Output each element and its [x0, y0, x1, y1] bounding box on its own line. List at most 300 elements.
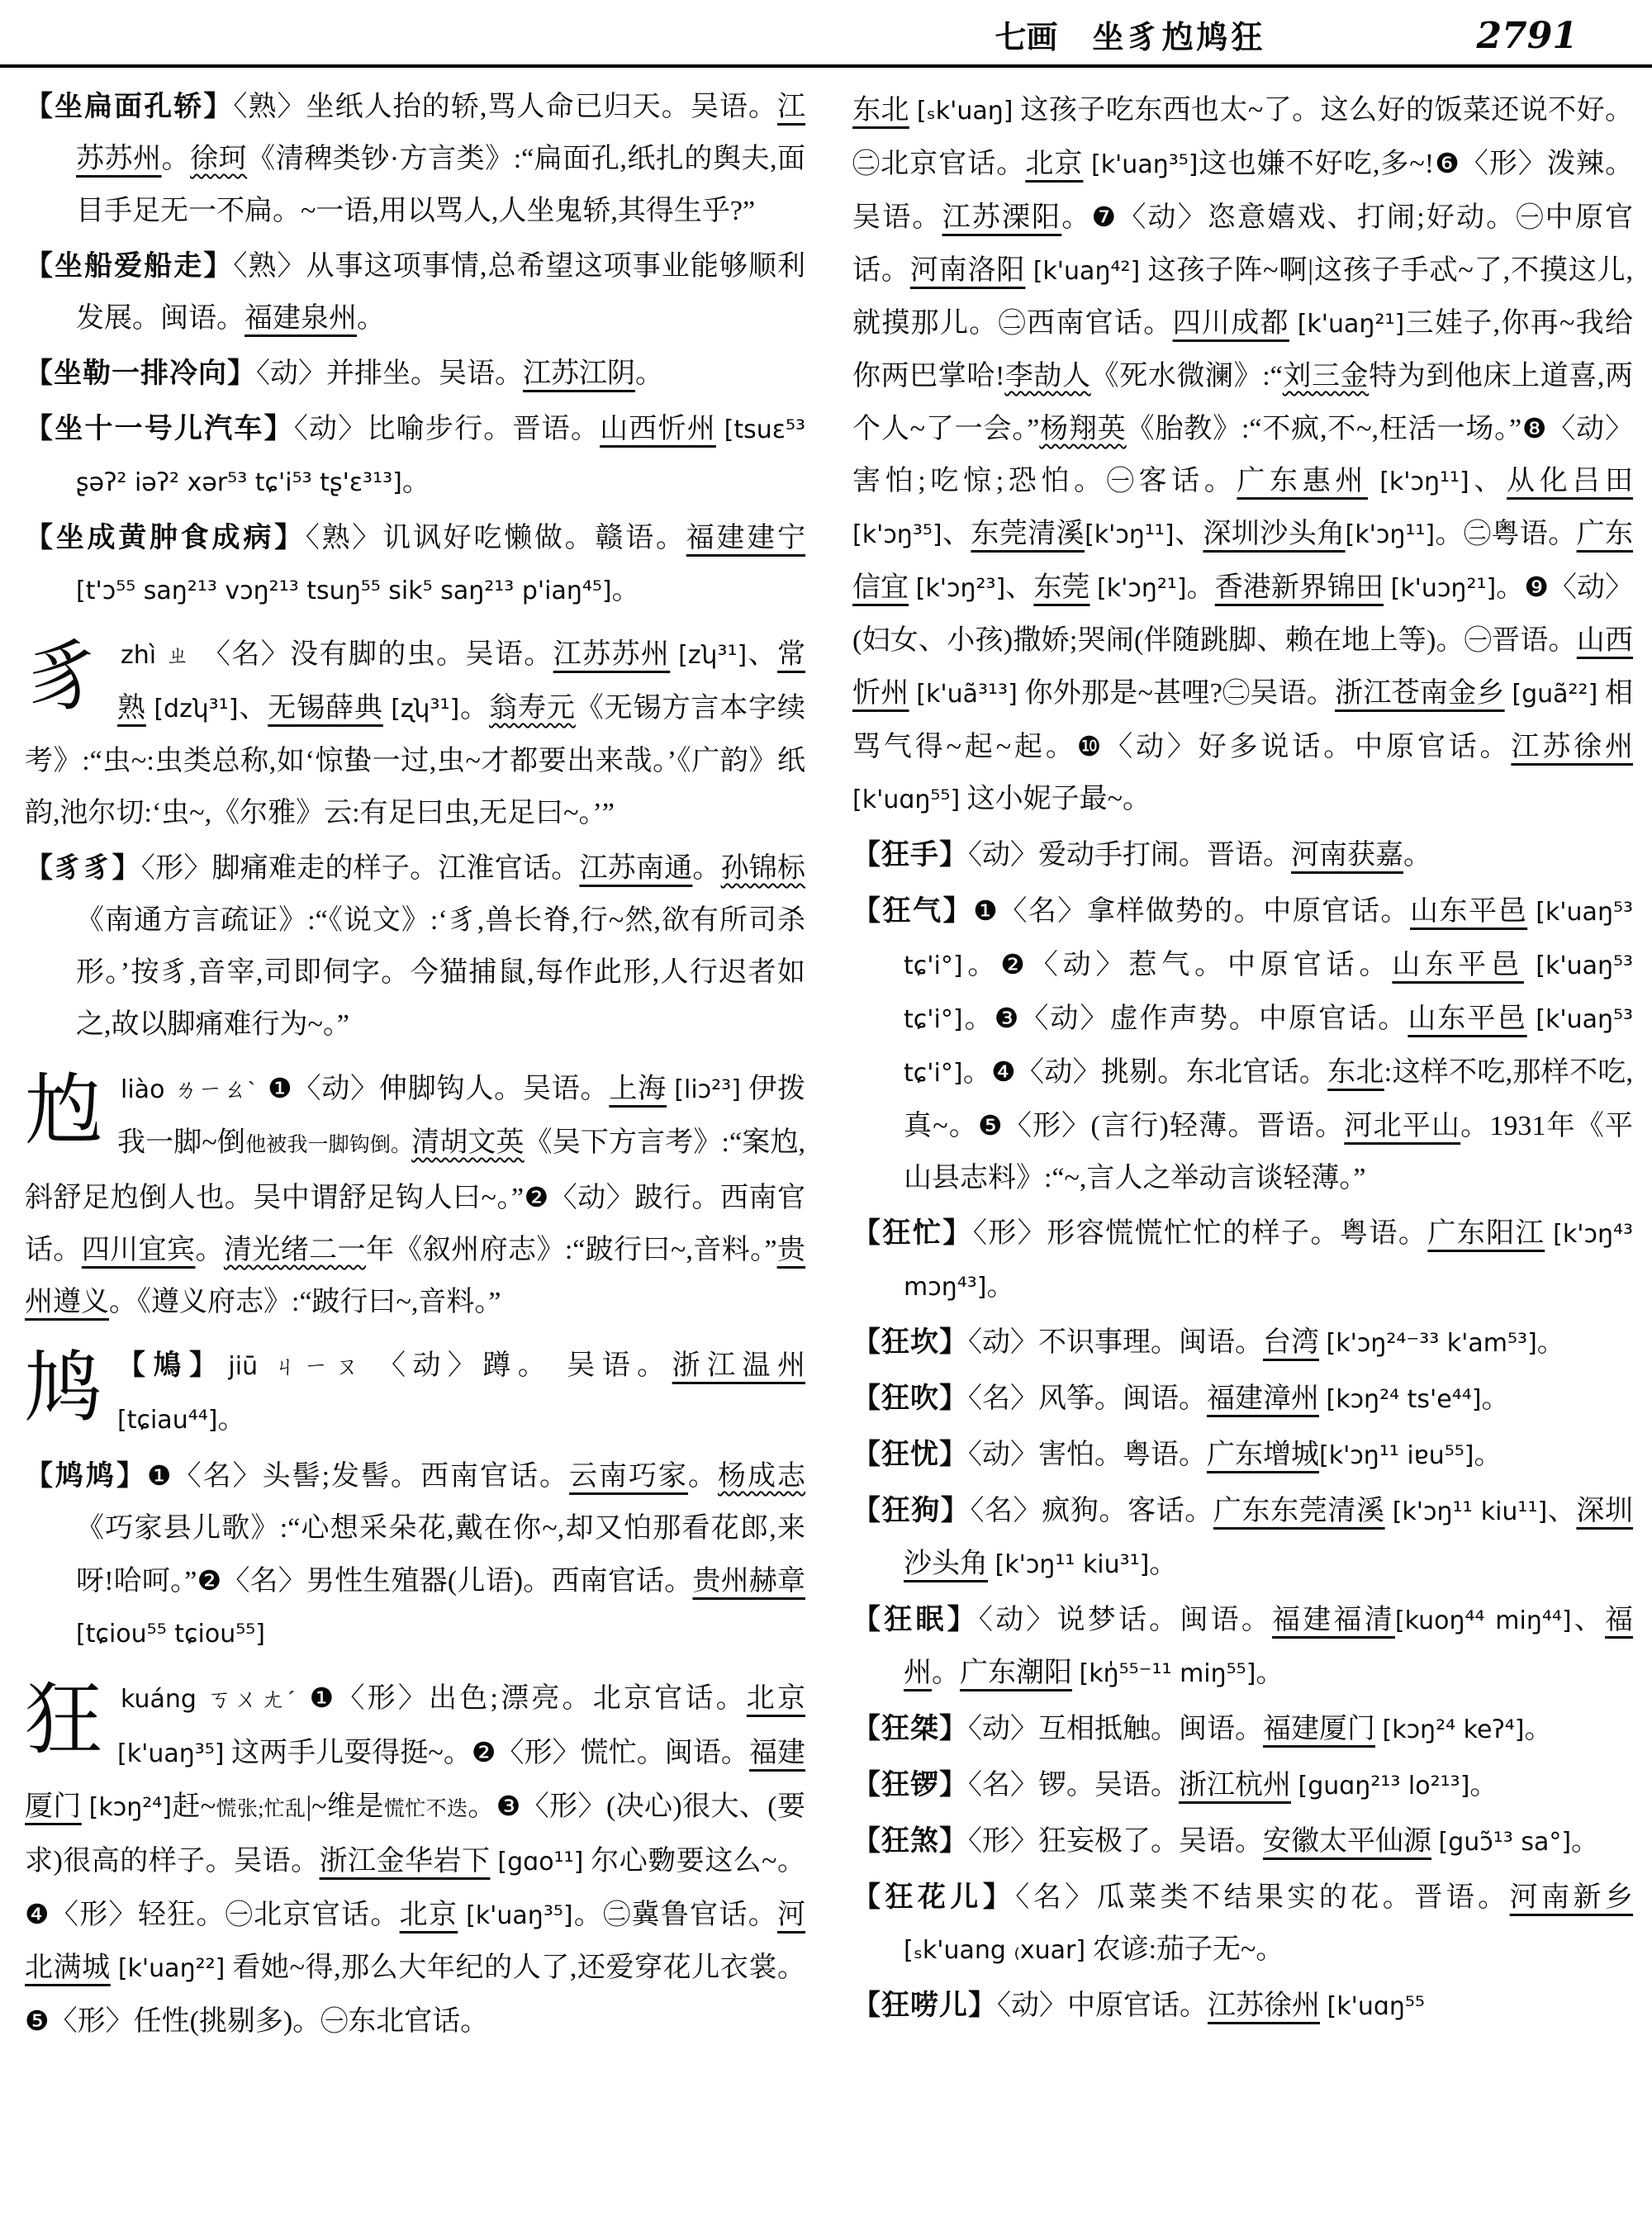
person-name: 杨成志	[718, 1461, 806, 1492]
entry-text: 中原官话。	[852, 202, 1634, 286]
entry-text	[146, 693, 154, 724]
headword: 【狂坎】	[852, 1327, 968, 1358]
phonetic-transcription: [tɕiau⁴⁴]	[117, 1406, 218, 1435]
subsense-circle-number: ㊁	[998, 309, 1027, 339]
phonetic-transcription: [guɑŋ²¹³ lo²¹³]	[1298, 1772, 1470, 1801]
entry-text: (决心)很大、(要求)很高的样子。吴语。	[25, 1791, 806, 1877]
sense-number: ❺	[25, 2005, 50, 2037]
phonetic-transcription: [k'uã³¹³]	[916, 680, 1018, 709]
entry-text: 《巧家县儿歌》:“心想采朵花,戴在你~,却又怕那看花郎,来呀!哈呵。”	[76, 1513, 805, 1597]
place-name: 江苏徐州	[1511, 732, 1634, 762]
sense-number: ❻	[1434, 147, 1460, 179]
dictionary-entry	[25, 842, 805, 1051]
headword-character: 尥	[25, 1068, 103, 1154]
part-of-speech-tag: 〈名〉	[970, 1496, 1042, 1526]
header-stroke-section: 七画	[995, 21, 1058, 55]
place-name: 江苏南通	[579, 853, 693, 884]
entry-text: 。	[1061, 202, 1092, 233]
entry-text: 。	[217, 1404, 246, 1435]
entry-text: 〈动〉比喻步行。晋语。	[293, 414, 601, 444]
entry-text: 三娃子,你再~我给你两巴掌哈!	[852, 308, 1634, 391]
entry-text: 农谚:茄子无~。	[1085, 1934, 1284, 1965]
phonetic-transcription: [k'uɑŋ⁵⁵	[1327, 1992, 1425, 2021]
part-of-speech-tag: 〈动〉	[377, 1350, 483, 1381]
headword: 【豸豸】	[25, 853, 141, 884]
phonetic-transcription: [gɑo¹¹]	[497, 1848, 584, 1877]
phonetic-transcription: [k'uaŋ³⁵]	[117, 1739, 225, 1768]
entry-text: 轻狂。	[137, 1900, 225, 1930]
entry-text: 。	[1435, 519, 1464, 549]
dictionary-entry	[852, 1872, 1633, 1976]
phonetic-transcription: [k'ɔŋ¹¹]	[1085, 520, 1175, 549]
entry-text	[1385, 1496, 1393, 1526]
entry-text	[82, 1791, 89, 1822]
entry-text: 恣意嬉戏、打闹;好动。	[1207, 202, 1517, 233]
entry-text: 相骂气得~起~起。	[852, 678, 1634, 762]
entry-text: 瓜菜类不结果实的花。晋语。	[1096, 1882, 1510, 1913]
entry-text	[1025, 255, 1032, 286]
left-column	[25, 81, 805, 2052]
entry-text: (妇女、小孩)撒娇;哭闹(伴随跳脚、赖在地上等)。	[852, 625, 1464, 656]
headword: 【狂气】	[852, 896, 974, 927]
entry-text: 。	[688, 1461, 719, 1492]
entry-text: 跛行。西南官话。	[25, 1183, 806, 1265]
entry-text: 慌忙。闽语。	[580, 1738, 749, 1768]
headword: 【狂唠儿】	[852, 1990, 997, 2021]
entry-text	[1291, 1770, 1298, 1801]
dictionary-entry	[852, 1208, 1633, 1313]
entry-text: 。	[1481, 1383, 1510, 1414]
place-name: 从化吕田	[1507, 466, 1634, 496]
part-of-speech-tag: 〈动〉	[1029, 950, 1129, 980]
person-name: 杨翔英	[1039, 414, 1127, 444]
bopomofo: ㄓ	[164, 643, 191, 669]
entry-text: 。	[1149, 1549, 1178, 1579]
place-name: 福建福清	[1272, 1605, 1395, 1635]
entry-text: 泼辣。吴语。	[852, 149, 1634, 233]
entry-text	[716, 414, 724, 444]
phonetic-transcription: [dzʮ³¹]	[154, 695, 239, 724]
place-name: 江苏江阴	[523, 358, 635, 389]
entry-text: 狂妄极了。吴语。	[1038, 1826, 1263, 1857]
headword-character: 狂	[25, 1677, 103, 1763]
phonetic-transcription: [k'uɔŋ²¹]	[1390, 574, 1497, 603]
place-name: 深圳沙头角	[904, 1496, 1634, 1579]
entry-text	[909, 678, 917, 709]
part-of-speech-tag: 〈形〉	[968, 1826, 1038, 1857]
pinyin: liào	[121, 1075, 165, 1104]
dictionary-entry	[25, 1450, 805, 1660]
part-of-speech-tag: 〈动〉	[1547, 414, 1634, 444]
place-name: 江苏苏州	[553, 639, 671, 670]
phonetic-transcription: [t'ɔ⁵⁵ saŋ²¹³ vɔŋ²¹³ tsuŋ⁵⁵ sik⁵ saŋ²¹³ p'iaŋ⁴⁵]	[76, 576, 612, 605]
entry-text: 惹气。中原官话。	[1128, 950, 1393, 980]
entry-text: 《死水微澜》:“	[1090, 361, 1283, 391]
header-headwords: 坐豸尥鸠狂	[1092, 21, 1266, 55]
part-of-speech-tag: 〈动〉	[1016, 1057, 1101, 1088]
place-name: 香港新界锦田	[1214, 572, 1384, 603]
place-name: 无锡薛典	[268, 693, 383, 724]
sense-number: ❸	[496, 1790, 521, 1822]
entry-text: 这孩子阵~啊|这孩子手忒~了,不摸这儿,就摸那儿。	[852, 255, 1634, 339]
entry-text: 好多说话。中原官话。	[1198, 732, 1512, 762]
entry-text: 、	[1469, 466, 1507, 496]
place-name: 福建厦门	[1263, 1714, 1375, 1744]
part-of-speech-tag: 〈名〉	[221, 1566, 306, 1597]
part-of-speech-tag: 〈名〉	[999, 896, 1087, 927]
dictionary-entry	[25, 240, 805, 344]
headword: 【狂吹】	[852, 1383, 968, 1414]
phonetic-transcription: [k'ɔŋ²⁴⁻³³ k'am⁵³]	[1326, 1329, 1537, 1358]
entry-text: 出色;漂亮。北京官话。	[429, 1683, 747, 1714]
place-name: 广东东莞清溪	[1213, 1496, 1385, 1526]
entry-text: 〈形〉脚痛难走的样子。江淮官话。	[140, 853, 580, 884]
place-name: 浙江金华岩下	[319, 1846, 491, 1877]
dictionary-entry	[25, 403, 805, 509]
entry-text	[988, 1549, 995, 1579]
entry-text: 挑剔。东北官话。	[1100, 1057, 1328, 1088]
entry-text: 〈动〉并排坐。吴语。	[256, 358, 523, 389]
phonetic-transcription: [k'ɔŋ¹¹]	[1379, 467, 1469, 496]
entry-text: 〈熟〉坐纸人抬的轿,骂人命已归天。吴语。	[233, 92, 778, 122]
person-name: 清胡文英	[411, 1127, 525, 1158]
entry-text	[1375, 1714, 1383, 1744]
entry-text	[1072, 1658, 1080, 1688]
place-name: 上海	[609, 1074, 667, 1104]
headword: 【坐扁面孔轿】	[25, 92, 234, 122]
person-name: 李劼人	[1004, 361, 1091, 391]
person-name: 刘三金	[1282, 361, 1370, 391]
place-name: 江苏徐州	[1208, 1990, 1320, 2021]
entry-text: 粤语。	[1491, 519, 1577, 549]
place-name: 河北满城	[25, 1900, 806, 1983]
entry-text: 赶~	[172, 1791, 216, 1822]
place-name: 北京	[399, 1900, 458, 1930]
dictionary-entry	[25, 81, 805, 237]
place-name: 北京	[1025, 149, 1084, 179]
entry-text: 男性生殖器(儿语)。西南官话。	[306, 1566, 693, 1597]
entry-text: 。	[401, 467, 430, 497]
entry-text: 。	[1474, 1440, 1502, 1470]
phonetic-transcription: [k'uaŋ⁴²]	[1032, 257, 1141, 286]
part-of-speech-tag: 〈形〉	[50, 1900, 138, 1930]
place-name: 贵州赫章	[692, 1566, 805, 1597]
header-rule	[0, 64, 1652, 68]
bopomofo: ㄎㄨㄤˊ	[204, 1687, 298, 1713]
subsense-circle-number: ㊁	[1222, 679, 1251, 709]
phonetic-transcription: [kɔŋ²⁴ keʔ⁴]	[1382, 1715, 1525, 1744]
place-name: 贵州遵义	[25, 1235, 806, 1317]
place-name: 浙江苍南金乡	[1335, 678, 1505, 709]
phonetic-transcription: [tɕiou⁵⁵ tɕiou⁵⁵]	[76, 1620, 265, 1649]
entry-text: 不识事理。闽语。	[1038, 1327, 1263, 1358]
dictionary-entry	[25, 348, 805, 400]
place-name: 山西忻州	[600, 414, 716, 444]
sense-number: ❶	[973, 894, 999, 927]
place-name: 安徽太平仙源	[1263, 1826, 1431, 1857]
place-name: 福州	[904, 1605, 1634, 1688]
place-name: 福建漳州	[1207, 1383, 1319, 1414]
page-header	[0, 12, 1578, 57]
place-name: 山东平邑	[1408, 1004, 1527, 1034]
phonetic-transcription: [guɔ̃¹³ sa°]	[1438, 1828, 1572, 1857]
entry-text: 。	[962, 950, 1001, 980]
entry-text: 。	[195, 1235, 224, 1265]
entry-text: 特为到他床上道喜,两个人~了一会。”	[852, 361, 1633, 444]
dictionary-entry	[852, 1317, 1633, 1369]
entry-text: 。	[692, 853, 721, 884]
entry-text: 、	[1174, 519, 1203, 549]
phonetic-transcription: [kŋ̍⁵⁵⁻¹¹ miŋ⁵⁵]	[1079, 1659, 1256, 1688]
entry-text: 任性(挑剔多)。	[133, 2006, 321, 2037]
headword: 【狂手】	[852, 840, 968, 871]
phonetic-transcription: [k'ɔŋ³⁵]	[852, 520, 942, 549]
part-of-speech-tag: 〈形〉	[1003, 1111, 1091, 1141]
entry-text: 害怕。粤语。	[1038, 1440, 1207, 1470]
entry-text: 。	[932, 1658, 960, 1688]
place-name: 北京	[746, 1683, 805, 1714]
place-name: 四川成都	[1172, 308, 1289, 339]
entry-text: 。	[357, 303, 385, 334]
place-name: 浙江温州	[672, 1350, 806, 1381]
page-number: 2791	[1476, 15, 1578, 57]
phonetic-transcription: [k'uaŋ⁵³ tɕ'i°]	[904, 898, 1634, 980]
dictionary-entry	[852, 1373, 1633, 1426]
sense-number: ❺	[978, 1109, 1004, 1141]
subsense-circle-number: ㊁	[852, 149, 881, 179]
headword: 【坐船爱船走】	[25, 251, 234, 282]
entry-text: 说梦话。闽语。	[1056, 1605, 1273, 1635]
sense-number: ❸	[994, 1002, 1021, 1034]
pinyin: zhì	[121, 641, 157, 670]
place-name: 河南洛阳	[909, 255, 1026, 286]
pinyin: jiū	[228, 1352, 259, 1381]
subsense-circle-number: ㊀	[320, 2007, 349, 2037]
headword: 【狂桀】	[852, 1714, 968, 1744]
phonetic-transcription: [ₛk'uang ₍xuar]	[904, 1936, 1086, 1965]
entry-text: 《吴下方言考》:“案尥,斜舒足尥倒人也。吴中谓舒足钩人曰~。”	[25, 1127, 805, 1213]
entry-text: 。	[962, 1057, 992, 1088]
dictionary-entry	[852, 84, 1633, 826]
place-name: 江苏苏州	[76, 92, 806, 174]
entry-text	[1319, 1383, 1327, 1414]
sense-number: ❿	[1076, 730, 1105, 762]
entry-text: 。	[1403, 840, 1431, 871]
entry-text: 伸脚钩人。吴语。	[378, 1074, 610, 1104]
headword-character: 豸	[25, 634, 103, 720]
entry-text: 伊拨我一脚~倒	[117, 1074, 806, 1158]
bopomofo: ㄐㄧㄡ	[266, 1354, 366, 1380]
entry-text: 头髻;发髻。西南官话。	[262, 1461, 570, 1492]
entry-text: 风筝。闽语。	[1038, 1383, 1207, 1414]
entry-text: 。1931年《平山县志料》:“~,言人之举动言谈轻薄。”	[904, 1111, 1634, 1193]
entry-text: 这也嫌不好吃,多~!	[1198, 149, 1435, 179]
entry-text	[1384, 572, 1391, 603]
part-of-speech-tag: 〈名〉	[968, 1770, 1038, 1801]
part-of-speech-tag: 〈名〉	[968, 1383, 1038, 1414]
entry-text: 《南通方言疏证》:“《说文》:‘豸,兽长脊,行~然,欲有所司杀形。’按豸,音宰,司即伺字。今猫捕鼠,每作此形,人行迟者如之,故以脚痛难行为~。”	[76, 905, 805, 1040]
part-of-speech-tag: 〈动〉	[968, 1327, 1038, 1358]
phonetic-transcription: [ʐʮ³¹]	[391, 695, 460, 724]
entry-text	[1289, 308, 1298, 339]
place-name: 河北平山	[1344, 1111, 1461, 1141]
entry-text: 、	[1547, 1496, 1577, 1526]
entry-text: 形容慌慌忙忙的样子。粤语。	[1047, 1218, 1428, 1249]
headword: 【狂狗】	[852, 1496, 971, 1526]
person-name: 孙锦标	[720, 853, 806, 884]
place-name: 云南巧家	[569, 1461, 689, 1492]
entry-text: 〈熟〉从事这项事情,总希望这项事业能够顺利发展。闽语。	[76, 251, 806, 334]
dictionary-entry	[25, 1062, 805, 1328]
entry-text: 疯狗。客话。	[1042, 1496, 1213, 1526]
place-name: 福建泉州	[244, 303, 357, 334]
person-name: 翁寿元	[489, 693, 576, 724]
entry-text: 〈名〉没有脚的虫。吴语。	[202, 639, 553, 670]
place-name: 山东平邑	[1409, 896, 1528, 927]
part-of-speech-tag: 〈动〉	[968, 1714, 1038, 1744]
subsense-circle-number: ㊀	[1464, 626, 1493, 656]
dictionary-entry	[25, 629, 805, 839]
entry-text: 互相抵触。闽语。	[1038, 1714, 1263, 1744]
small-gloss: 慌忙不迭	[383, 1798, 468, 1820]
entry-text	[1320, 1990, 1327, 2021]
part-of-speech-tag: 〈动〉	[1118, 202, 1208, 233]
entry-text: 《无锡方言本字续考》:“虫~:虫类总称,如‘惊蛰一过,虫~才都要出来哉。’《广韵》纸韵,池尔切:‘虫~,《尔雅》云:有足曰虫,无足曰~。’”	[25, 693, 806, 828]
entry-text: 。	[572, 1900, 604, 1930]
entry-text: 这小妮子最~。	[960, 784, 1151, 814]
person-name: 清光绪二一	[223, 1235, 366, 1265]
part-of-speech-tag: 〈动〉	[968, 840, 1038, 871]
sense-number: ❶	[147, 1459, 173, 1492]
entry-text	[1089, 572, 1097, 603]
entry-text: 冀鲁官话。	[631, 1900, 778, 1930]
small-gloss: 慌张;忙乱	[216, 1798, 306, 1820]
part-of-speech-tag: 〈形〉	[496, 1738, 581, 1768]
part-of-speech-tag: 〈名〉	[173, 1461, 263, 1492]
headword: 【坐勒一排冷向】	[25, 358, 256, 389]
entry-text: 。	[1496, 572, 1525, 603]
entry-text: 中原官话。	[1067, 1990, 1208, 2021]
entry-text: 。	[1536, 1327, 1565, 1358]
small-gloss: 他被我一脚钩倒。	[245, 1134, 412, 1156]
entry-text: 北京官话。	[254, 1900, 400, 1930]
phonetic-transcription: [kɔŋ²⁴]	[88, 1793, 172, 1822]
entry-text: 晋语。	[1492, 625, 1577, 656]
entry-text: 拿样做势的。中原官话。	[1086, 896, 1410, 927]
part-of-speech-tag: 〈动〉	[1020, 1004, 1110, 1034]
place-name: 江苏溧阳	[942, 202, 1062, 233]
phonetic-transcription: [k'uaŋ⁵³ tɕ'i°]	[904, 1005, 1634, 1088]
headword: 【坐十一号儿汽车】	[25, 414, 294, 444]
subsense-circle-number: ㊀	[1106, 467, 1139, 496]
place-name: 东北	[852, 95, 909, 126]
bopomofo: ㄌㄧㄠˋ	[173, 1077, 257, 1103]
entry-text: (言行)轻薄。晋语。	[1090, 1111, 1345, 1141]
sense-number: ❶	[268, 1072, 293, 1104]
entry-text: 东北官话。	[348, 2006, 489, 2037]
entry-text: |~维是	[306, 1791, 384, 1822]
place-name: 福建厦门	[25, 1738, 805, 1822]
dictionary-entry	[852, 1759, 1633, 1812]
part-of-speech-tag: 〈形〉	[49, 2006, 134, 2037]
place-name: 广东增城	[1207, 1440, 1319, 1470]
dictionary-entry	[852, 829, 1633, 881]
entry-text: 。	[468, 1791, 496, 1822]
dictionary-entry	[25, 512, 805, 617]
place-name: 常熟	[117, 639, 806, 724]
entry-text: 害怕;吃惊;恐怕。	[852, 466, 1107, 496]
headword-character: 鸠	[25, 1345, 103, 1431]
dictionary-entry	[852, 1429, 1633, 1482]
headword: 【狂忧】	[852, 1440, 968, 1470]
place-name: 山西忻州	[852, 625, 1634, 709]
phonetic-transcription: [zʮ³¹]	[678, 641, 748, 670]
dictionary-entry	[852, 1703, 1633, 1756]
entry-text	[111, 1952, 118, 1983]
phonetic-transcription: [kɔŋ²⁴ ts'e⁴⁴]	[1326, 1385, 1482, 1414]
entry-text: 看她~得,那么大年纪的人了,还爱穿花儿衣裳。	[225, 1952, 806, 1983]
phonetic-transcription: [ₛk'uaŋ]	[916, 97, 1014, 126]
headword: 【狂花儿】	[852, 1882, 1016, 1913]
entry-text	[909, 572, 916, 603]
place-name: 广东惠州	[1237, 466, 1369, 496]
entry-text: 。	[1469, 1770, 1498, 1801]
entry-text: 。	[986, 1271, 1015, 1302]
entry-text: 这孩子吃东西也太~了。这么好的饭菜还说不好。	[1013, 95, 1634, 126]
phonetic-transcription: [k'ɔŋ²³]	[915, 574, 1006, 603]
entry-text	[1527, 1004, 1536, 1034]
entry-text	[458, 1900, 466, 1930]
entry-text: 这两手儿耍得挺~。	[224, 1738, 472, 1768]
place-name: 台湾	[1263, 1327, 1319, 1358]
entry-text: 。	[1571, 1826, 1600, 1857]
phonetic-transcription: [k'ɔŋ¹¹ iɐu⁵⁵]	[1319, 1441, 1474, 1470]
entry-text: 蹲。 吴语。	[482, 1350, 672, 1381]
entry-text: 。	[459, 693, 490, 724]
entry-text: 西南官话。	[1026, 308, 1173, 339]
part-of-speech-tag: 〈动〉	[968, 1440, 1038, 1470]
entry-text	[909, 95, 917, 126]
sense-number: ❶	[309, 1682, 337, 1714]
place-name: 河南获嘉	[1291, 840, 1403, 871]
entry-text	[1083, 149, 1091, 179]
entry-text: 、	[747, 639, 778, 670]
part-of-speech-tag: 〈动〉	[1104, 732, 1199, 762]
headword: 【狂锣】	[852, 1770, 968, 1801]
dictionary-entry	[852, 1815, 1633, 1868]
part-of-speech-tag: 〈动〉	[997, 1990, 1067, 2021]
subsense-circle-number: ㊁	[603, 1900, 632, 1930]
entry-text	[1319, 1327, 1327, 1358]
dictionary-entry	[852, 1485, 1633, 1591]
entry-text: 你外那是~甚哩?	[1017, 678, 1222, 709]
entry-text: 尔心覅要这么~。	[583, 1846, 806, 1877]
part-of-speech-tag: 〈动〉	[978, 1605, 1057, 1635]
sense-number: ❹	[991, 1056, 1016, 1088]
place-name: 山东平邑	[1392, 950, 1524, 980]
part-of-speech-tag: 〈形〉	[336, 1683, 430, 1714]
entry-text: 客话。	[1138, 466, 1237, 496]
entry-text: 。《遵义府志》:“跛行曰~,音料。”	[109, 1287, 501, 1317]
pinyin: kuáng	[121, 1685, 197, 1714]
entry-text: 、	[238, 693, 268, 724]
phonetic-transcription: [k'ɔŋ¹¹ kiu¹¹]	[1392, 1497, 1548, 1526]
place-name: 四川宜宾	[81, 1235, 196, 1265]
dictionary-entry	[25, 1340, 805, 1446]
sense-number: ❷	[1000, 948, 1030, 980]
part-of-speech-tag: 〈形〉	[520, 1791, 606, 1822]
entry-text	[667, 1074, 674, 1104]
